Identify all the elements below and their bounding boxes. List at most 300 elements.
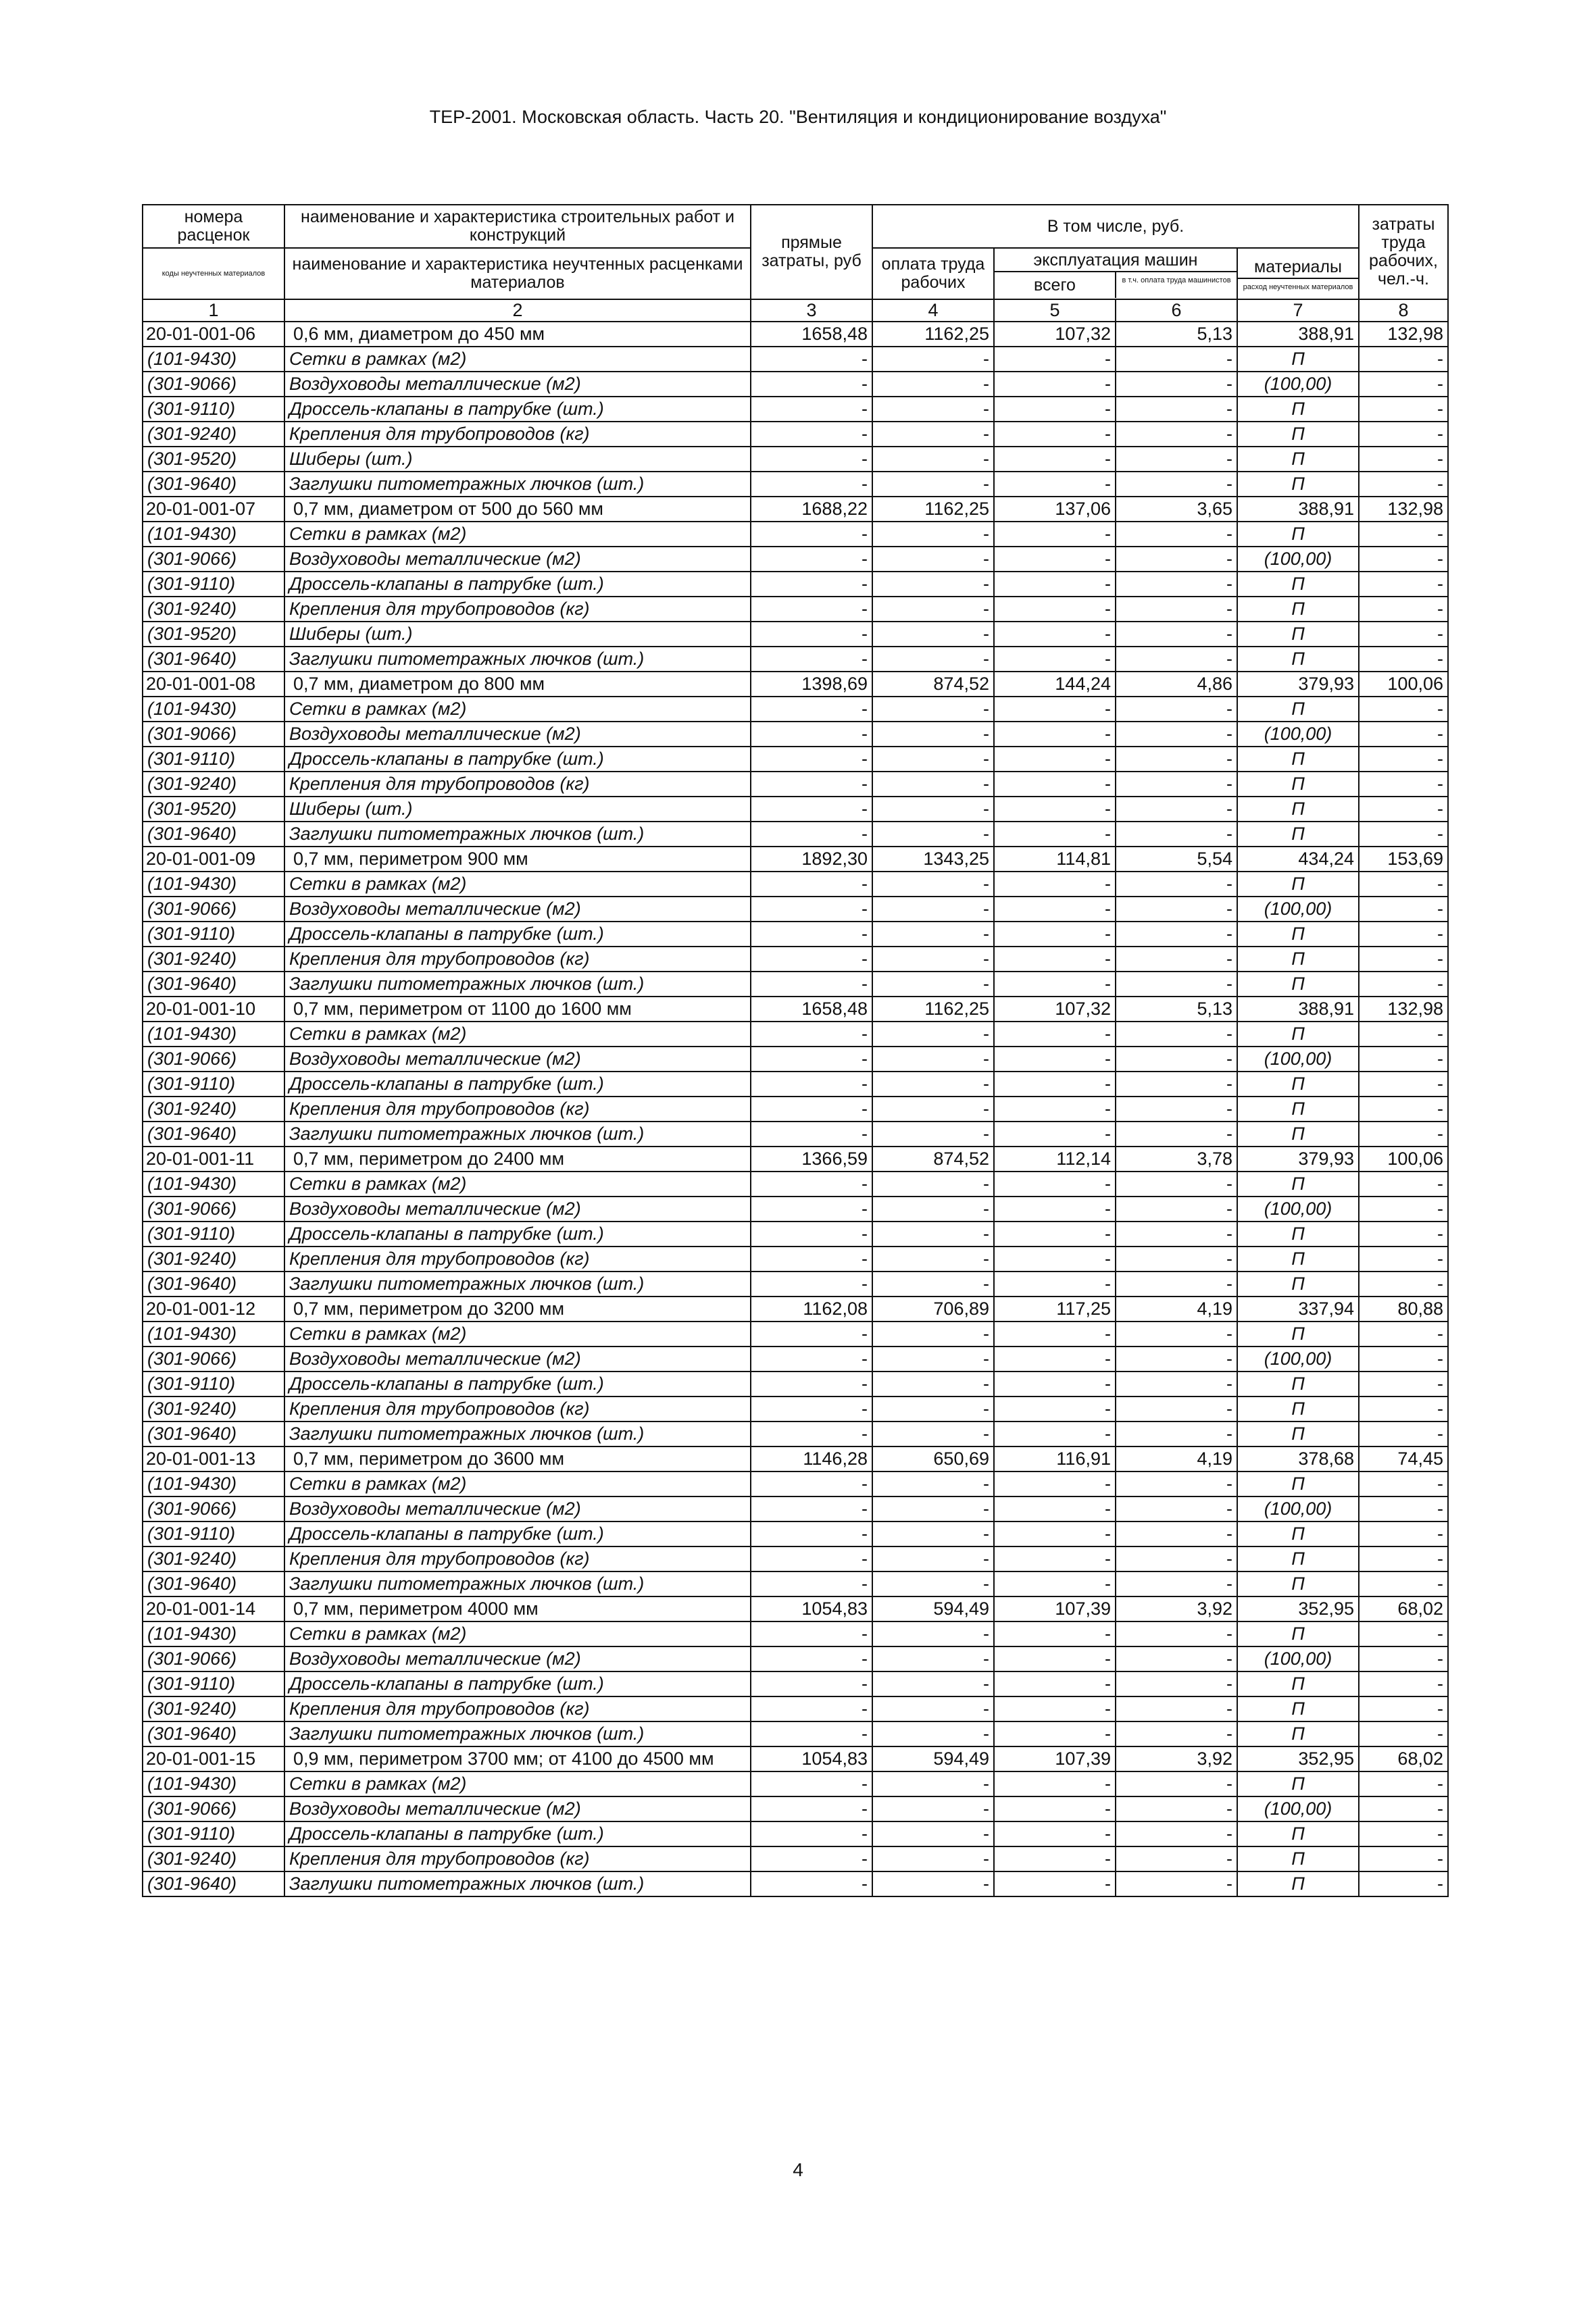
material-name: Сетки в рамках (м2) bbox=[284, 697, 751, 722]
empty-dash: - bbox=[872, 972, 994, 997]
labor-hours: 132,98 bbox=[1359, 997, 1448, 1022]
material-usage: (100,00) bbox=[1237, 1796, 1359, 1821]
direct-costs: 1146,28 bbox=[751, 1447, 872, 1472]
empty-dash: - bbox=[751, 1721, 872, 1746]
direct-costs: 1366,59 bbox=[751, 1147, 872, 1172]
empty-dash: - bbox=[1359, 1122, 1448, 1147]
empty-dash: - bbox=[1116, 872, 1237, 897]
empty-dash: - bbox=[872, 722, 994, 747]
rate-name: 0,7 мм, периметром 4000 мм bbox=[284, 1596, 751, 1621]
empty-dash: - bbox=[994, 897, 1116, 922]
rate-code: 20-01-001-13 bbox=[143, 1447, 284, 1472]
material-row bbox=[143, 1322, 1448, 1347]
material-name: Воздуховоды металлические (м2) bbox=[284, 1047, 751, 1072]
material-name: Воздуховоды металлические (м2) bbox=[284, 547, 751, 572]
material-row bbox=[143, 1372, 1448, 1397]
empty-dash: - bbox=[1359, 1671, 1448, 1696]
empty-dash: - bbox=[872, 1671, 994, 1696]
material-usage: П bbox=[1237, 647, 1359, 672]
rate-row bbox=[143, 1447, 1448, 1472]
material-row bbox=[143, 1072, 1448, 1097]
rate-row bbox=[143, 847, 1448, 872]
material-row bbox=[143, 722, 1448, 747]
empty-dash: - bbox=[1116, 822, 1237, 847]
empty-dash: - bbox=[994, 972, 1116, 997]
empty-dash: - bbox=[1116, 597, 1237, 622]
empty-dash: - bbox=[1359, 1172, 1448, 1197]
empty-dash: - bbox=[1116, 772, 1237, 797]
empty-dash: - bbox=[872, 597, 994, 622]
material-usage: П bbox=[1237, 397, 1359, 422]
col-num: 3 bbox=[751, 299, 872, 322]
empty-dash: - bbox=[994, 572, 1116, 597]
material-row bbox=[143, 1696, 1448, 1721]
empty-dash: - bbox=[1116, 1372, 1237, 1397]
material-code: (301-9066) bbox=[143, 1347, 284, 1372]
empty-dash: - bbox=[1116, 972, 1237, 997]
material-row bbox=[143, 547, 1448, 572]
material-row bbox=[143, 822, 1448, 847]
col-num: 6 bbox=[1116, 299, 1237, 322]
material-row bbox=[143, 1646, 1448, 1671]
rate-code: 20-01-001-09 bbox=[143, 847, 284, 872]
empty-dash: - bbox=[994, 1796, 1116, 1821]
machinist-pay: 3,78 bbox=[1116, 1147, 1237, 1172]
labor-hours: 100,06 bbox=[1359, 1147, 1448, 1172]
material-usage: П bbox=[1237, 1072, 1359, 1097]
material-name: Сетки в рамках (м2) bbox=[284, 1621, 751, 1646]
labor-hours: 68,02 bbox=[1359, 1596, 1448, 1621]
empty-dash: - bbox=[1359, 1222, 1448, 1247]
material-code: (301-9640) bbox=[143, 647, 284, 672]
material-code: (301-9110) bbox=[143, 1521, 284, 1546]
empty-dash: - bbox=[751, 1072, 872, 1097]
empty-dash: - bbox=[751, 697, 872, 722]
empty-dash: - bbox=[751, 1671, 872, 1696]
material-name: Воздуховоды металлические (м2) bbox=[284, 1197, 751, 1222]
empty-dash: - bbox=[751, 1696, 872, 1721]
empty-dash: - bbox=[1359, 1472, 1448, 1496]
material-name: Шиберы (шт.) bbox=[284, 622, 751, 647]
material-code: (301-9640) bbox=[143, 472, 284, 497]
material-usage: (100,00) bbox=[1237, 897, 1359, 922]
empty-dash: - bbox=[1116, 1496, 1237, 1521]
material-code: (301-9640) bbox=[143, 1871, 284, 1896]
empty-dash: - bbox=[1359, 1422, 1448, 1447]
empty-dash: - bbox=[1359, 397, 1448, 422]
empty-dash: - bbox=[1359, 1821, 1448, 1846]
material-row bbox=[143, 1197, 1448, 1222]
material-row bbox=[143, 1871, 1448, 1896]
empty-dash: - bbox=[872, 447, 994, 472]
rate-code: 20-01-001-07 bbox=[143, 497, 284, 522]
empty-dash: - bbox=[1359, 872, 1448, 897]
empty-dash: - bbox=[1116, 1521, 1237, 1546]
material-usage: П bbox=[1237, 522, 1359, 547]
col-num: 8 bbox=[1359, 299, 1448, 322]
empty-dash: - bbox=[1116, 422, 1237, 447]
empty-dash: - bbox=[872, 1047, 994, 1072]
direct-costs: 1054,83 bbox=[751, 1596, 872, 1621]
rate-name: 0,7 мм, периметром 900 мм bbox=[284, 847, 751, 872]
direct-costs: 1658,48 bbox=[751, 997, 872, 1022]
empty-dash: - bbox=[1116, 372, 1237, 397]
empty-dash: - bbox=[994, 422, 1116, 447]
machinist-pay: 4,86 bbox=[1116, 672, 1237, 697]
rate-row bbox=[143, 497, 1448, 522]
empty-dash: - bbox=[1359, 372, 1448, 397]
rate-name: 0,7 мм, диаметром от 500 до 560 мм bbox=[284, 497, 751, 522]
material-usage: П bbox=[1237, 447, 1359, 472]
material-name: Заглушки питометражных лючков (шт.) bbox=[284, 647, 751, 672]
material-code: (301-9110) bbox=[143, 1222, 284, 1247]
empty-dash: - bbox=[872, 772, 994, 797]
empty-dash: - bbox=[994, 1821, 1116, 1846]
material-code: (301-9110) bbox=[143, 1821, 284, 1846]
empty-dash: - bbox=[1359, 1247, 1448, 1272]
material-code: (301-9110) bbox=[143, 747, 284, 772]
empty-dash: - bbox=[994, 597, 1116, 622]
empty-dash: - bbox=[872, 947, 994, 972]
material-row bbox=[143, 1846, 1448, 1871]
empty-dash: - bbox=[1359, 822, 1448, 847]
material-name: Воздуховоды металлические (м2) bbox=[284, 1496, 751, 1521]
empty-dash: - bbox=[1359, 1846, 1448, 1871]
empty-dash: - bbox=[1359, 1546, 1448, 1571]
material-name: Заглушки питометражных лючков (шт.) bbox=[284, 472, 751, 497]
empty-dash: - bbox=[994, 1322, 1116, 1347]
empty-dash: - bbox=[872, 1771, 994, 1796]
col-num: 7 bbox=[1237, 299, 1359, 322]
empty-dash: - bbox=[1116, 347, 1237, 372]
empty-dash: - bbox=[872, 1247, 994, 1272]
material-row bbox=[143, 1796, 1448, 1821]
empty-dash: - bbox=[1116, 1197, 1237, 1222]
material-row bbox=[143, 922, 1448, 947]
empty-dash: - bbox=[872, 822, 994, 847]
materials-cost: 337,94 bbox=[1237, 1297, 1359, 1322]
material-name: Сетки в рамках (м2) bbox=[284, 1022, 751, 1047]
materials-cost: 378,68 bbox=[1237, 1447, 1359, 1472]
empty-dash: - bbox=[1116, 1422, 1237, 1447]
empty-dash: - bbox=[1359, 472, 1448, 497]
material-name: Сетки в рамках (м2) bbox=[284, 872, 751, 897]
empty-dash: - bbox=[872, 1022, 994, 1047]
empty-dash: - bbox=[1116, 897, 1237, 922]
header-material-usage: расход неучтенных материалов bbox=[1243, 282, 1353, 291]
empty-dash: - bbox=[994, 922, 1116, 947]
empty-dash: - bbox=[994, 747, 1116, 772]
empty-dash: - bbox=[872, 697, 994, 722]
labor-pay: 874,52 bbox=[872, 1147, 994, 1172]
material-row bbox=[143, 1122, 1448, 1147]
empty-dash: - bbox=[1116, 1047, 1237, 1072]
material-name: Сетки в рамках (м2) bbox=[284, 1172, 751, 1197]
material-code: (301-9110) bbox=[143, 1372, 284, 1397]
material-usage: П bbox=[1237, 1846, 1359, 1871]
material-row bbox=[143, 1621, 1448, 1646]
empty-dash: - bbox=[994, 1372, 1116, 1397]
material-code: (101-9430) bbox=[143, 1322, 284, 1347]
empty-dash: - bbox=[751, 1322, 872, 1347]
empty-dash: - bbox=[994, 947, 1116, 972]
rate-row bbox=[143, 1297, 1448, 1322]
material-row bbox=[143, 1172, 1448, 1197]
empty-dash: - bbox=[751, 972, 872, 997]
material-usage: П bbox=[1237, 347, 1359, 372]
material-name: Крепления для трубопроводов (кг) bbox=[284, 1546, 751, 1571]
empty-dash: - bbox=[994, 1247, 1116, 1272]
direct-costs: 1892,30 bbox=[751, 847, 872, 872]
empty-dash: - bbox=[994, 1222, 1116, 1247]
material-code: (101-9430) bbox=[143, 1621, 284, 1646]
empty-dash: - bbox=[1116, 1696, 1237, 1721]
materials-cost: 379,93 bbox=[1237, 1147, 1359, 1172]
empty-dash: - bbox=[1116, 647, 1237, 672]
material-name: Заглушки питометражных лючков (шт.) bbox=[284, 1571, 751, 1596]
empty-dash: - bbox=[1359, 922, 1448, 947]
material-code: (301-9240) bbox=[143, 1097, 284, 1122]
material-code: (301-9240) bbox=[143, 1846, 284, 1871]
header-machines-sub bbox=[995, 272, 1237, 298]
empty-dash: - bbox=[872, 622, 994, 647]
labor-pay: 706,89 bbox=[872, 1297, 994, 1322]
empty-dash: - bbox=[751, 472, 872, 497]
empty-dash: - bbox=[1359, 1322, 1448, 1347]
empty-dash: - bbox=[872, 1222, 994, 1247]
material-row bbox=[143, 522, 1448, 547]
materials-cost: 388,91 bbox=[1237, 322, 1359, 347]
rate-code: 20-01-001-11 bbox=[143, 1147, 284, 1172]
empty-dash: - bbox=[751, 822, 872, 847]
material-row bbox=[143, 872, 1448, 897]
empty-dash: - bbox=[994, 872, 1116, 897]
materials-cost: 388,91 bbox=[1237, 997, 1359, 1022]
empty-dash: - bbox=[1116, 697, 1237, 722]
material-row bbox=[143, 597, 1448, 622]
empty-dash: - bbox=[994, 1771, 1116, 1796]
rate-code: 20-01-001-06 bbox=[143, 322, 284, 347]
material-code: (301-9110) bbox=[143, 397, 284, 422]
header-machinist-pay: в т.ч. оплата труда машинистов bbox=[1122, 276, 1231, 284]
material-usage: П bbox=[1237, 797, 1359, 822]
header-materials: материалы bbox=[1238, 256, 1358, 279]
empty-dash: - bbox=[751, 1172, 872, 1197]
material-name: Дроссель-клапаны в патрубке (шт.) bbox=[284, 1821, 751, 1846]
empty-dash: - bbox=[1359, 522, 1448, 547]
empty-dash: - bbox=[1116, 522, 1237, 547]
empty-dash: - bbox=[872, 1397, 994, 1422]
empty-dash: - bbox=[872, 797, 994, 822]
empty-dash: - bbox=[751, 1571, 872, 1596]
empty-dash: - bbox=[994, 1347, 1116, 1372]
materials-cost: 388,91 bbox=[1237, 497, 1359, 522]
empty-dash: - bbox=[994, 1422, 1116, 1447]
material-usage: П bbox=[1237, 1422, 1359, 1447]
material-name: Воздуховоды металлические (м2) bbox=[284, 722, 751, 747]
empty-dash: - bbox=[751, 1397, 872, 1422]
material-name: Крепления для трубопроводов (кг) bbox=[284, 947, 751, 972]
empty-dash: - bbox=[1359, 1521, 1448, 1546]
material-name: Воздуховоды металлические (м2) bbox=[284, 1347, 751, 1372]
material-usage: П bbox=[1237, 1097, 1359, 1122]
empty-dash: - bbox=[1359, 1072, 1448, 1097]
empty-dash: - bbox=[994, 1496, 1116, 1521]
material-row bbox=[143, 947, 1448, 972]
empty-dash: - bbox=[994, 1671, 1116, 1696]
material-usage: П bbox=[1237, 1546, 1359, 1571]
empty-dash: - bbox=[751, 422, 872, 447]
empty-dash: - bbox=[872, 1372, 994, 1397]
material-code: (301-9520) bbox=[143, 622, 284, 647]
empty-dash: - bbox=[1359, 1696, 1448, 1721]
empty-dash: - bbox=[1359, 1496, 1448, 1521]
material-code: (301-9110) bbox=[143, 1072, 284, 1097]
material-name: Заглушки питометражных лючков (шт.) bbox=[284, 1422, 751, 1447]
machinist-pay: 5,54 bbox=[1116, 847, 1237, 872]
material-usage: П bbox=[1237, 947, 1359, 972]
material-code: (301-9066) bbox=[143, 1796, 284, 1821]
material-name: Дроссель-клапаны в патрубке (шт.) bbox=[284, 922, 751, 947]
material-code: (301-9066) bbox=[143, 1496, 284, 1521]
material-code: (301-9240) bbox=[143, 422, 284, 447]
empty-dash: - bbox=[872, 1846, 994, 1871]
header-materials-cell bbox=[1237, 248, 1359, 299]
material-code: (101-9430) bbox=[143, 1771, 284, 1796]
material-row bbox=[143, 1521, 1448, 1546]
material-code: (101-9430) bbox=[143, 1172, 284, 1197]
empty-dash: - bbox=[872, 1272, 994, 1297]
material-row bbox=[143, 1222, 1448, 1247]
material-usage: П bbox=[1237, 1521, 1359, 1546]
labor-hours: 132,98 bbox=[1359, 322, 1448, 347]
empty-dash: - bbox=[751, 1347, 872, 1372]
machinist-pay: 4,19 bbox=[1116, 1447, 1237, 1472]
empty-dash: - bbox=[994, 472, 1116, 497]
material-row bbox=[143, 1397, 1448, 1422]
material-name: Дроссель-клапаны в патрубке (шт.) bbox=[284, 1222, 751, 1247]
empty-dash: - bbox=[1359, 797, 1448, 822]
material-name: Крепления для трубопроводов (кг) bbox=[284, 772, 751, 797]
empty-dash: - bbox=[1359, 1571, 1448, 1596]
material-usage: П bbox=[1237, 1272, 1359, 1297]
empty-dash: - bbox=[1359, 1621, 1448, 1646]
empty-dash: - bbox=[751, 797, 872, 822]
material-name: Заглушки питометражных лючков (шт.) bbox=[284, 822, 751, 847]
material-row bbox=[143, 1422, 1448, 1447]
empty-dash: - bbox=[1116, 1771, 1237, 1796]
empty-dash: - bbox=[872, 1347, 994, 1372]
empty-dash: - bbox=[1359, 447, 1448, 472]
material-code: (301-9640) bbox=[143, 822, 284, 847]
material-usage: П bbox=[1237, 1771, 1359, 1796]
material-usage: П bbox=[1237, 697, 1359, 722]
empty-dash: - bbox=[1116, 1272, 1237, 1297]
empty-dash: - bbox=[1116, 1322, 1237, 1347]
empty-dash: - bbox=[751, 647, 872, 672]
empty-dash: - bbox=[872, 1422, 994, 1447]
material-usage: П bbox=[1237, 1322, 1359, 1347]
material-code: (101-9430) bbox=[143, 522, 284, 547]
material-code: (101-9430) bbox=[143, 872, 284, 897]
material-usage: П bbox=[1237, 772, 1359, 797]
empty-dash: - bbox=[1359, 722, 1448, 747]
machines-total: 107,32 bbox=[994, 322, 1116, 347]
material-name: Дроссель-клапаны в патрубке (шт.) bbox=[284, 1521, 751, 1546]
empty-dash: - bbox=[1116, 1721, 1237, 1746]
empty-dash: - bbox=[872, 1571, 994, 1596]
material-row bbox=[143, 372, 1448, 397]
empty-dash: - bbox=[994, 697, 1116, 722]
material-usage: П bbox=[1237, 1721, 1359, 1746]
empty-dash: - bbox=[751, 522, 872, 547]
material-row bbox=[143, 697, 1448, 722]
table-header bbox=[143, 205, 1448, 322]
direct-costs: 1658,48 bbox=[751, 322, 872, 347]
machinist-pay: 5,13 bbox=[1116, 322, 1237, 347]
empty-dash: - bbox=[872, 1871, 994, 1896]
machines-total: 107,39 bbox=[994, 1746, 1116, 1771]
empty-dash: - bbox=[751, 1646, 872, 1671]
material-name: Крепления для трубопроводов (кг) bbox=[284, 1397, 751, 1422]
material-usage: П bbox=[1237, 1397, 1359, 1422]
empty-dash: - bbox=[994, 522, 1116, 547]
empty-dash: - bbox=[1359, 547, 1448, 572]
material-row bbox=[143, 1821, 1448, 1846]
empty-dash: - bbox=[1116, 572, 1237, 597]
empty-dash: - bbox=[994, 1047, 1116, 1072]
empty-dash: - bbox=[872, 1197, 994, 1222]
empty-dash: - bbox=[872, 1472, 994, 1496]
empty-dash: - bbox=[1359, 597, 1448, 622]
material-code: (301-9066) bbox=[143, 1646, 284, 1671]
material-row bbox=[143, 797, 1448, 822]
machinist-pay: 3,92 bbox=[1116, 1746, 1237, 1771]
empty-dash: - bbox=[1116, 622, 1237, 647]
empty-dash: - bbox=[1116, 397, 1237, 422]
empty-dash: - bbox=[1359, 1097, 1448, 1122]
header-rate-number: номера расценок bbox=[143, 205, 284, 248]
empty-dash: - bbox=[1359, 697, 1448, 722]
empty-dash: - bbox=[994, 1197, 1116, 1222]
empty-dash: - bbox=[872, 922, 994, 947]
empty-dash: - bbox=[751, 597, 872, 622]
labor-pay: 594,49 bbox=[872, 1596, 994, 1621]
material-name: Воздуховоды металлические (м2) bbox=[284, 1796, 751, 1821]
empty-dash: - bbox=[1116, 747, 1237, 772]
material-code: (301-9066) bbox=[143, 1047, 284, 1072]
empty-dash: - bbox=[872, 872, 994, 897]
empty-dash: - bbox=[751, 547, 872, 572]
header-work-name: наименование и характеристика строительных работ и конструкций bbox=[284, 205, 751, 248]
empty-dash: - bbox=[1116, 1871, 1237, 1896]
material-row bbox=[143, 1771, 1448, 1796]
material-code: (301-9240) bbox=[143, 597, 284, 622]
material-code: (301-9640) bbox=[143, 1122, 284, 1147]
empty-dash: - bbox=[751, 1272, 872, 1297]
material-name: Дроссель-клапаны в патрубке (шт.) bbox=[284, 572, 751, 597]
empty-dash: - bbox=[1116, 447, 1237, 472]
empty-dash: - bbox=[994, 1846, 1116, 1871]
empty-dash: - bbox=[1359, 1397, 1448, 1422]
empty-dash: - bbox=[1359, 1871, 1448, 1896]
material-name: Сетки в рамках (м2) bbox=[284, 1322, 751, 1347]
empty-dash: - bbox=[1359, 1646, 1448, 1671]
empty-dash: - bbox=[1116, 1821, 1237, 1846]
empty-dash: - bbox=[751, 1821, 872, 1846]
material-code: (101-9430) bbox=[143, 1022, 284, 1047]
empty-dash: - bbox=[751, 1197, 872, 1222]
